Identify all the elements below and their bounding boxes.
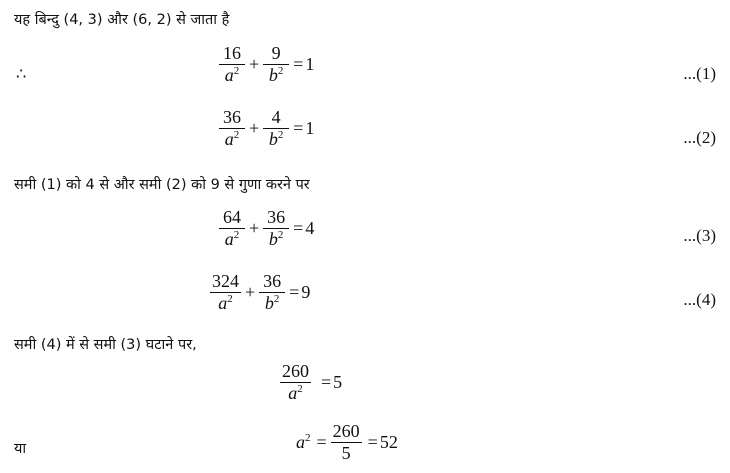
intro-text: यह बिन्दु (4, 3) और (6, 2) से जाता है: [14, 12, 230, 28]
equation-number-1: ...(1): [683, 64, 716, 83]
equation-number-4: ...(4): [683, 290, 716, 309]
fraction: $\frac{64}{a^2}$: [219, 208, 245, 249]
fraction: $\frac{260}{a^2}$: [282, 361, 309, 403]
fraction: $\frac{36}{a^2}$: [219, 108, 245, 149]
equation-3: $\frac{64}{a^2}$ + $\frac{36}{b^2}$ = 4: [217, 208, 314, 249]
equation-6: $a^2$ = $\frac{260}{5}$ = 52: [296, 421, 398, 463]
equation-2: $\frac{36}{a^2}$ + $\frac{4}{b^2}$ = 1: [217, 108, 314, 149]
or-word: या: [14, 441, 27, 457]
equation-number-2: ...(2): [683, 128, 716, 147]
step-text-1: समी (1) को 4 से और समी (2) को 9 से गुणा करने पर: [14, 177, 310, 193]
fraction: $\frac{36}{b^2}$: [263, 208, 289, 249]
fraction: $\frac{36}{b^2}$: [259, 272, 285, 313]
equation-1: $\frac{16}{a^2}$ + $\frac{9}{b^2}$ = 1: [217, 44, 314, 85]
equation-number-3: ...(3): [683, 226, 716, 245]
equation-4: $\frac{324}{a^2}$ + $\frac{36}{b^2}$ = 9: [212, 271, 311, 313]
fraction: $\frac{16}{a^2}$: [219, 44, 245, 85]
fraction: $\frac{4}{b^2}$: [263, 108, 289, 149]
equation-5: $\frac{260}{a^2}$ = 5: [282, 361, 343, 403]
step-text-2: समी (4) में से समी (3) घटाने पर,: [14, 337, 197, 353]
fraction: $\frac{9}{b^2}$: [263, 44, 289, 85]
fraction: $\frac{324}{a^2}$: [212, 271, 239, 313]
fraction: $\frac{260}{5}$: [332, 421, 360, 463]
therefore-symbol: ∴: [16, 64, 27, 83]
